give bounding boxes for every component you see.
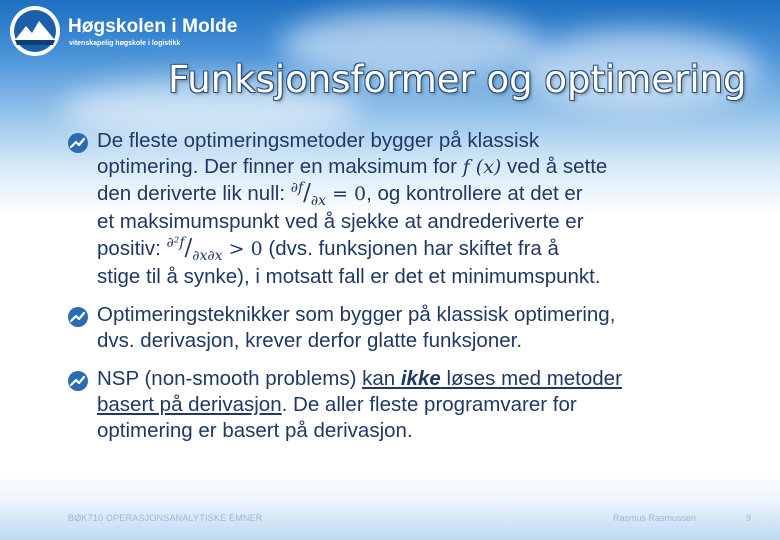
bullet-line <box>97 392 776 418</box>
fraction-slash: / <box>303 180 311 206</box>
school-logo <box>8 4 258 60</box>
school-name: Høgskolen i Molde <box>68 16 238 37</box>
bullet-line: et maksimumspunkt ved å sjekke at andrederiverte er <box>97 210 584 233</box>
text-run: optimering. Der finner en maksimum for <box>97 155 463 178</box>
bullet-line: stige til å synke), i motsatt fall er det et minimumspunkt. <box>97 265 601 288</box>
underlined-text: løses med metoder <box>440 367 622 390</box>
text-run: positiv: <box>97 237 167 260</box>
fraction-numerator: ∂f <box>290 180 304 196</box>
text-run: (dvs. funksjonen har skiftet fra å <box>262 237 559 260</box>
fraction-denominator: ∂x <box>310 193 327 209</box>
bullet-item <box>64 128 776 290</box>
footer-author: Rasmus Rasmussen <box>613 513 697 523</box>
footer-course: BØK710 OPERASJONSANALYTISKE EMNER <box>68 513 263 523</box>
mountain-emblem-icon <box>8 4 62 58</box>
school-tagline: vitenskapelig høgskole i logistikk <box>69 40 181 47</box>
text-run: den deriverte lik null: <box>97 182 291 205</box>
bullet-arrow-icon <box>67 132 89 154</box>
slide-number: 9 <box>746 513 752 523</box>
derivative-fraction <box>167 235 223 264</box>
bullet-item <box>64 366 776 444</box>
bullet-item <box>64 302 776 354</box>
text-run: , og kontrollere at det er <box>366 182 583 205</box>
text-run: NSP (non-smooth problems) <box>97 367 363 390</box>
bullet-arrow-icon <box>67 370 89 392</box>
bullet-line: Optimeringsteknikker som bygger på klassisk optimering, <box>97 303 616 326</box>
fraction-denominator: ∂x∂x <box>192 248 223 264</box>
fraction-slash: / <box>184 235 193 261</box>
bullet-line: optimering er basert på derivasjon. <box>97 419 413 442</box>
text-run: ved å sette <box>501 155 608 178</box>
underlined-text: kan <box>362 367 401 390</box>
bullet-list <box>64 128 776 456</box>
emphasized-text: ikke <box>400 367 441 390</box>
math-expression: > 0 <box>222 238 263 260</box>
math-expression: = 0 <box>326 183 367 205</box>
slide-title: Funksjonsformer og optimering <box>168 58 747 101</box>
bullet-line <box>97 154 776 180</box>
bullet-line <box>97 235 776 264</box>
fraction-numerator: ∂²f <box>166 235 185 251</box>
math-expression: f (x) <box>462 156 502 178</box>
underlined-text: basert på derivasjon <box>97 393 282 416</box>
bullet-arrow-icon <box>67 306 89 328</box>
bullet-line: De fleste optimeringsmetoder bygger på klassisk <box>97 129 540 152</box>
text-run: . De aller fleste programvarer for <box>281 393 577 416</box>
bullet-line: dvs. derivasjon, krever derfor glatte funksjoner. <box>97 329 523 352</box>
bullet-line <box>97 366 776 392</box>
derivative-fraction <box>291 180 326 209</box>
bullet-line <box>97 180 776 209</box>
